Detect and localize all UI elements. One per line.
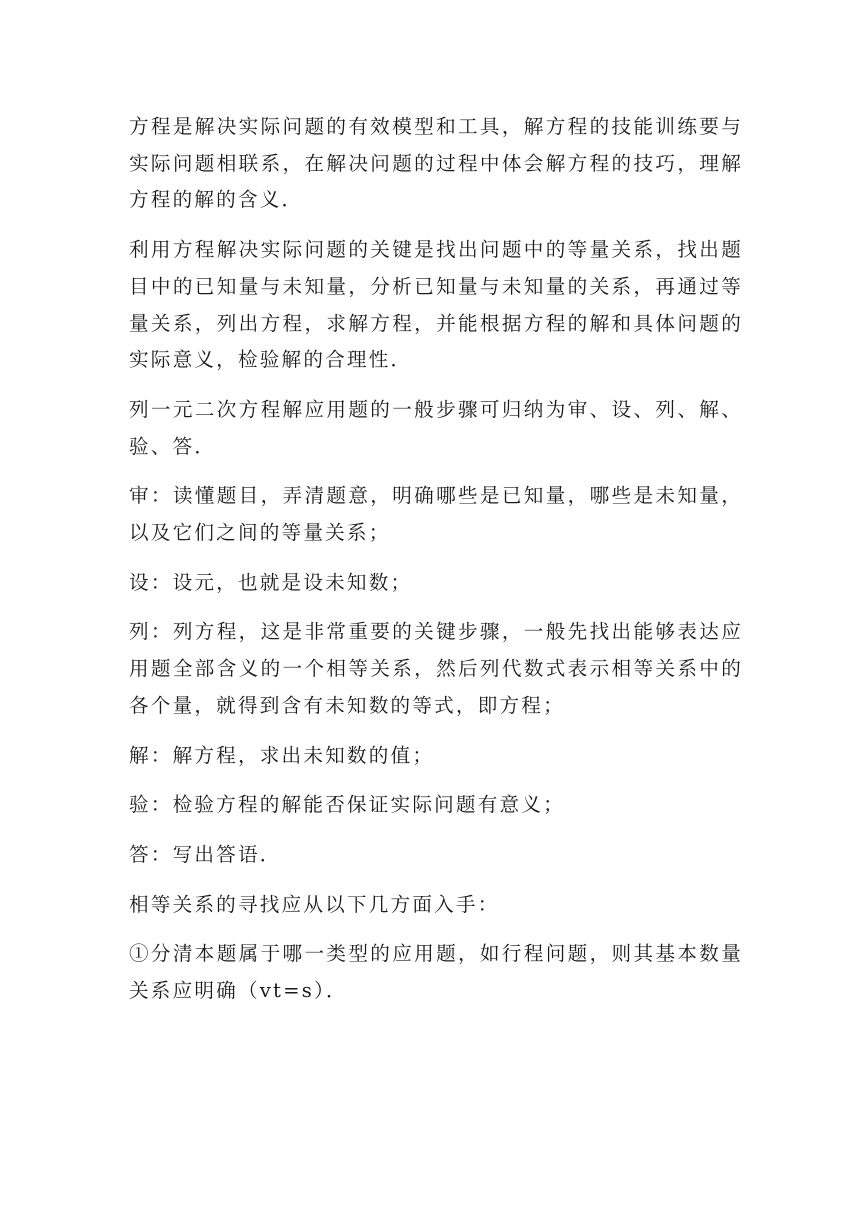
paragraph-step-answer: 答：写出答语． [129, 842, 282, 866]
paragraph-steps-summary: 列一元二次方程解应用题的一般步骤可归纳为审、设、列、解、验、答． [129, 397, 743, 458]
paragraph-key-relation: 利用方程解决实际问题的关键是找出问题中的等量关系，找出题目中的已知量与未知量，分析已知量与未知量的关系，再通过等量关系，列出方程，求解方程，并能根据方程的解和具体问题的实际意义，检验解的合理性． [129, 238, 743, 372]
paragraph-step-list: 列：列方程，这是非常重要的关键步骤，一般先找出能够表达应用题全部含义的一个相等关系，然后列代数式表示相等关系中的各个量，就得到含有未知数的等式，即方程； [129, 620, 743, 717]
paragraph-step-set: 设：设元，也就是设未知数； [129, 570, 413, 594]
paragraph-point-1: ①分清本题属于哪一类型的应用题，如行程问题，则其基本数量关系应明确（vt=s）． [129, 942, 743, 1003]
paragraph-step-solve: 解：解方程，求出未知数的值； [129, 743, 435, 767]
document-body [129, 109, 743, 1023]
paragraph-finding-relations: 相等关系的寻找应从以下几方面入手： [129, 892, 500, 916]
paragraph-step-verify: 验：检验方程的解能否保证实际问题有意义； [129, 793, 565, 817]
paragraph-step-examine: 审：读懂题目，弄清题意，明确哪些是已知量，哪些是未知量，以及它们之间的等量关系； [129, 484, 743, 545]
paragraph-intro: 方程是解决实际问题的有效模型和工具，解方程的技能训练要与实际问题相联系，在解决问题的过程中体会解方程的技巧，理解方程的解的含义． [129, 115, 743, 212]
